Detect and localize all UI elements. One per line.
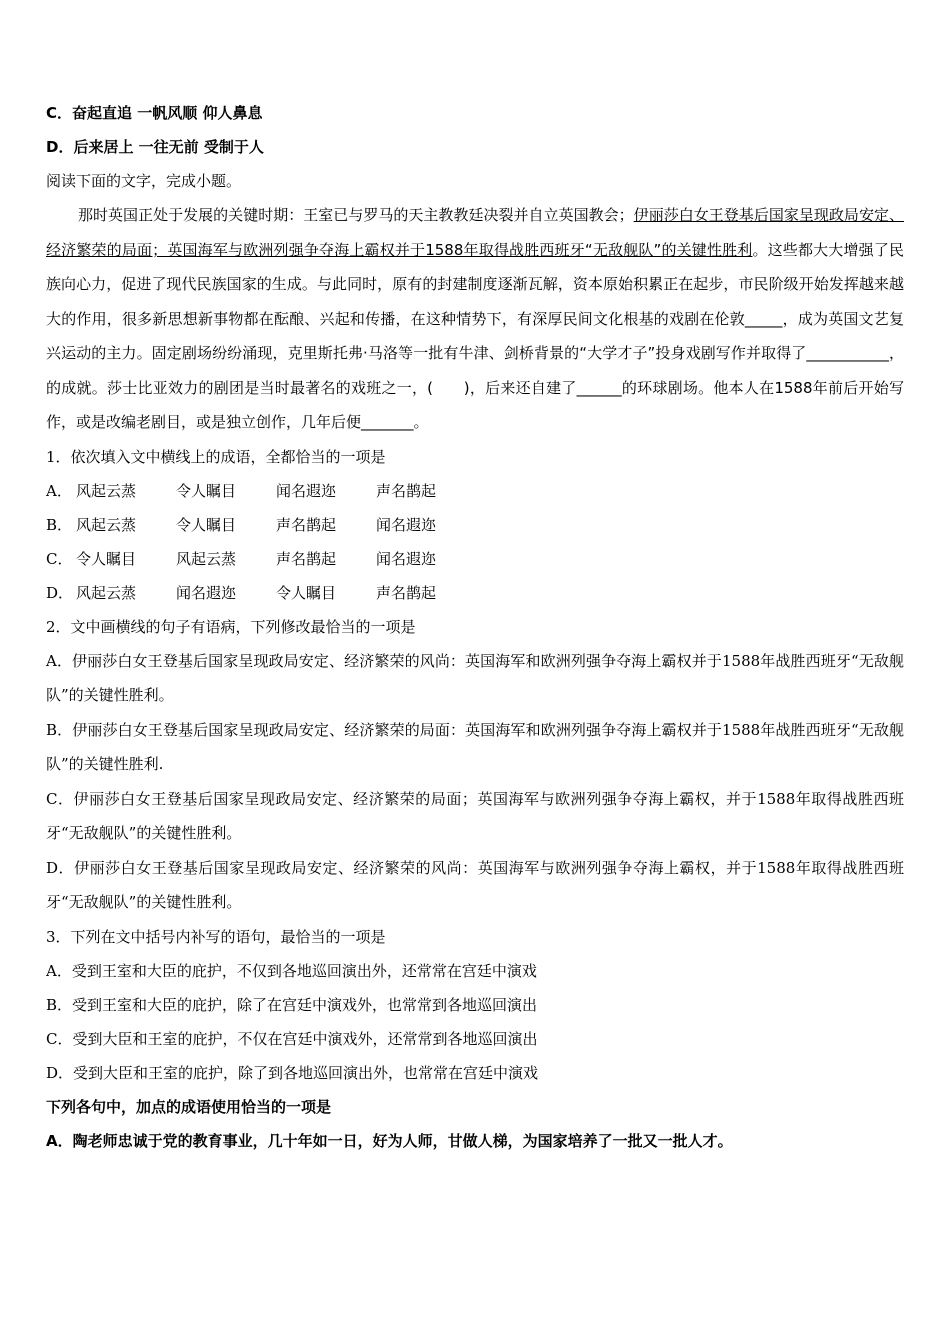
option-item: 闻名遐迩	[376, 549, 437, 568]
passage-part-1: 那时英国正处于发展的关键时期：王室已与罗马的天主教教廷决裂并自立英国教会；	[78, 206, 634, 224]
q2-option-c[interactable]: C．伊丽莎白女王登基后国家呈现政局安定、经济繁荣的局面；英国海军与欧洲列强争夺海上霸权，并于1588年取得战胜西班牙“无敌舰队”的关键性胜利。	[46, 789, 904, 842]
option-item: 令人瞩目	[76, 549, 137, 568]
q3-option-a[interactable]: A．受到王室和大臣的庇护，不仅到各地巡回演出外，还常常在宫廷中演戏	[46, 961, 537, 980]
option-key: A．	[46, 481, 72, 500]
option-item: 风起云蒸	[176, 549, 237, 568]
passage-part-2: 。这些都大大增强了民族向心力，促进了现代民族国家的生成。与此同时，原有的封建制度逐渐瓦解，资本原始积累正在起步，市民阶级开始发挥越来越大的作用，很多新思想新事物都在酝酿、兴起和传播，在这种情势下，有深厚民间文化根基的戏剧在伦敦_____，成为英国文艺复兴运动的主力。固定剧场纷纷涌现，克里斯托弗·马洛等一批有牛津、剑桥背景的“大学才子”投身戏剧写作并取得了___________，的成就。莎士比亚效力的剧团是当时最著名的戏班之一，( )，后来还自建了______的环球剧场。他本人在1588年前后开始写作，或是改编老剧目，或是独立创作，几年后便_______。	[46, 240, 904, 431]
option-item: 声名鹊起	[376, 481, 437, 500]
q1-option-d[interactable]	[46, 576, 904, 610]
option-item: 闻名遐迩	[276, 481, 337, 500]
reading-passage	[46, 198, 904, 440]
q3-option-b[interactable]: B．受到王室和大臣的庇护，除了在宫廷中演戏外，也常常到各地巡回演出	[46, 995, 538, 1014]
q2-option-a[interactable]: A．伊丽莎白女王登基后国家呈现政局安定、经济繁荣的风尚：英国海军和欧洲列强争夺海上霸权并于1588年战胜西班牙“无敌舰队”的关键性胜利。	[46, 651, 904, 704]
option-item: 声名鹊起	[376, 583, 437, 602]
next-question-stem: 下列各句中，加点的成语使用恰当的一项是	[46, 1097, 332, 1116]
q1-stem: 1．依次填入文中横线上的成语，全都恰当的一项是	[46, 447, 386, 466]
q2-option-d[interactable]: D．伊丽莎白女王登基后国家呈现政局安定、经济繁荣的风尚：英国海军与欧洲列强争夺海上霸权，并于1588年取得战胜西班牙“无敌舰队”的关键性胜利。	[46, 858, 904, 911]
option-key: C．	[46, 549, 73, 568]
q2-option-b[interactable]: B．伊丽莎白女王登基后国家呈现政局安定、经济繁荣的局面：英国海军和欧洲列强争夺海上霸权并于1588年战胜西班牙“无敌舰队”的关键性胜利.	[46, 720, 904, 773]
q1-option-b[interactable]	[46, 508, 904, 542]
option-item: 声名鹊起	[276, 515, 337, 534]
q3-stem: 3．下列在文中括号内补写的语句，最恰当的一项是	[46, 927, 386, 946]
q1-option-c[interactable]	[46, 542, 904, 576]
option-item: 令人瞩目	[176, 481, 237, 500]
q3-option-c[interactable]: C．受到大臣和王室的庇护，不仅在宫廷中演戏外，还常常到各地巡回演出	[46, 1029, 538, 1048]
next-question-option-a[interactable]: A．陶老师忠诚于党的教育事业，几十年如一日，好为人师，甘做人梯，为国家培养了一批又一批人才。	[46, 1131, 733, 1150]
option-item: 令人瞩目	[276, 583, 337, 602]
option-item: 令人瞩目	[176, 515, 237, 534]
q2-stem: 2．文中画横线的句子有语病，下列修改最恰当的一项是	[46, 617, 416, 636]
option-item: 风起云蒸	[76, 583, 137, 602]
q1-option-a[interactable]	[46, 474, 904, 508]
option-item: 闻名遐迩	[376, 515, 437, 534]
section-intro: 阅读下面的文字，完成小题。	[46, 172, 242, 190]
prev-option-d: D．后来居上 一往无前 受制于人	[46, 138, 264, 156]
q1-options	[46, 474, 904, 610]
q3-option-d[interactable]: D．受到大臣和王室的庇护，除了到各地巡回演出外，也常常在宫廷中演戏	[46, 1063, 539, 1082]
option-item: 风起云蒸	[76, 515, 137, 534]
option-key: B．	[46, 515, 73, 534]
document-page	[46, 96, 904, 1158]
option-key: D．	[46, 583, 74, 602]
option-item: 闻名遐迩	[176, 583, 237, 602]
option-item: 风起云蒸	[76, 481, 137, 500]
option-item: 声名鹊起	[276, 549, 337, 568]
underlined-sentence: 伊丽莎白女王登基后国家呈现政局安定、经济繁荣的局面；英国海军与欧洲列强争夺海上霸权并于1588年取得战胜西班牙“无敌舰队”的关键性胜利	[46, 206, 904, 259]
prev-option-c: C．奋起直追 一帆风顺 仰人鼻息	[46, 104, 263, 122]
